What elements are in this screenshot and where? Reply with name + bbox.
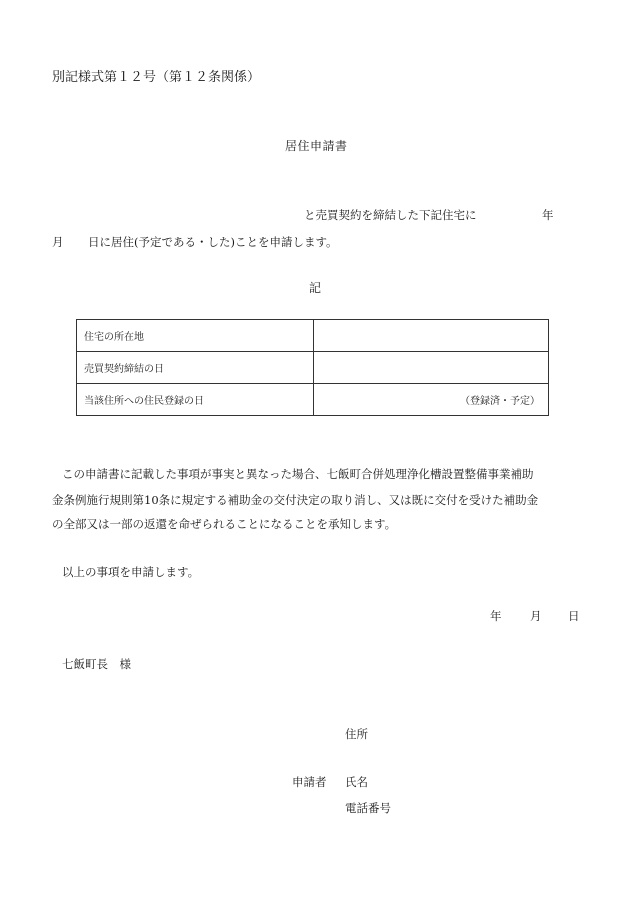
request-line: 以上の事項を申請します。 [62,565,200,579]
table-row [77,320,549,352]
form-number: 別記様式第１２号（第１２条関係） [52,70,261,85]
intro-line2-text: 日に居住(予定である・した)ことを申請します。 [88,235,338,249]
intro-line2-month: 月 [52,235,64,249]
intro-line1-text: と売買契約を締結した下記住宅に [304,208,477,222]
table-row [77,384,549,416]
date-day: 日 [568,609,580,623]
table-cell-label: 売買契約締結の日 [77,352,314,384]
name-label: 氏名 [345,775,368,789]
addressee: 七飯町長 様 [62,657,131,671]
paragraph-line-3: の全部又は一部の返還を命ぜられることになることを承知します。 [52,517,397,531]
address-label: 住所 [345,727,368,741]
table-cell-value: （登録済・予定） [314,384,549,416]
table-cell-value [314,352,549,384]
table-cell-label: 当該住所への住民登録の日 [77,384,314,416]
table-cell-value [314,320,549,352]
intro-line1-year: 年 [542,208,554,222]
info-table [76,319,549,416]
table-row [77,352,549,384]
ki-heading: 記 [309,281,322,295]
table-cell-label: 住宅の所在地 [77,320,314,352]
paragraph-line-2: 金条例施行規則第10条に規定する補助金の交付決定の取り消し、又は既に交付を受けた補助金 [52,493,539,507]
applicant-label: 申請者 [292,775,327,789]
date-month: 月 [530,609,542,623]
phone-label: 電話番号 [345,801,391,815]
paragraph-line-1: この申請書に記載した事項が事実と異なった場合、七飯町合併処理浄化槽設置整備事業補助 [62,467,534,481]
date-year: 年 [490,609,502,623]
document-title: 居住申請書 [285,139,348,153]
